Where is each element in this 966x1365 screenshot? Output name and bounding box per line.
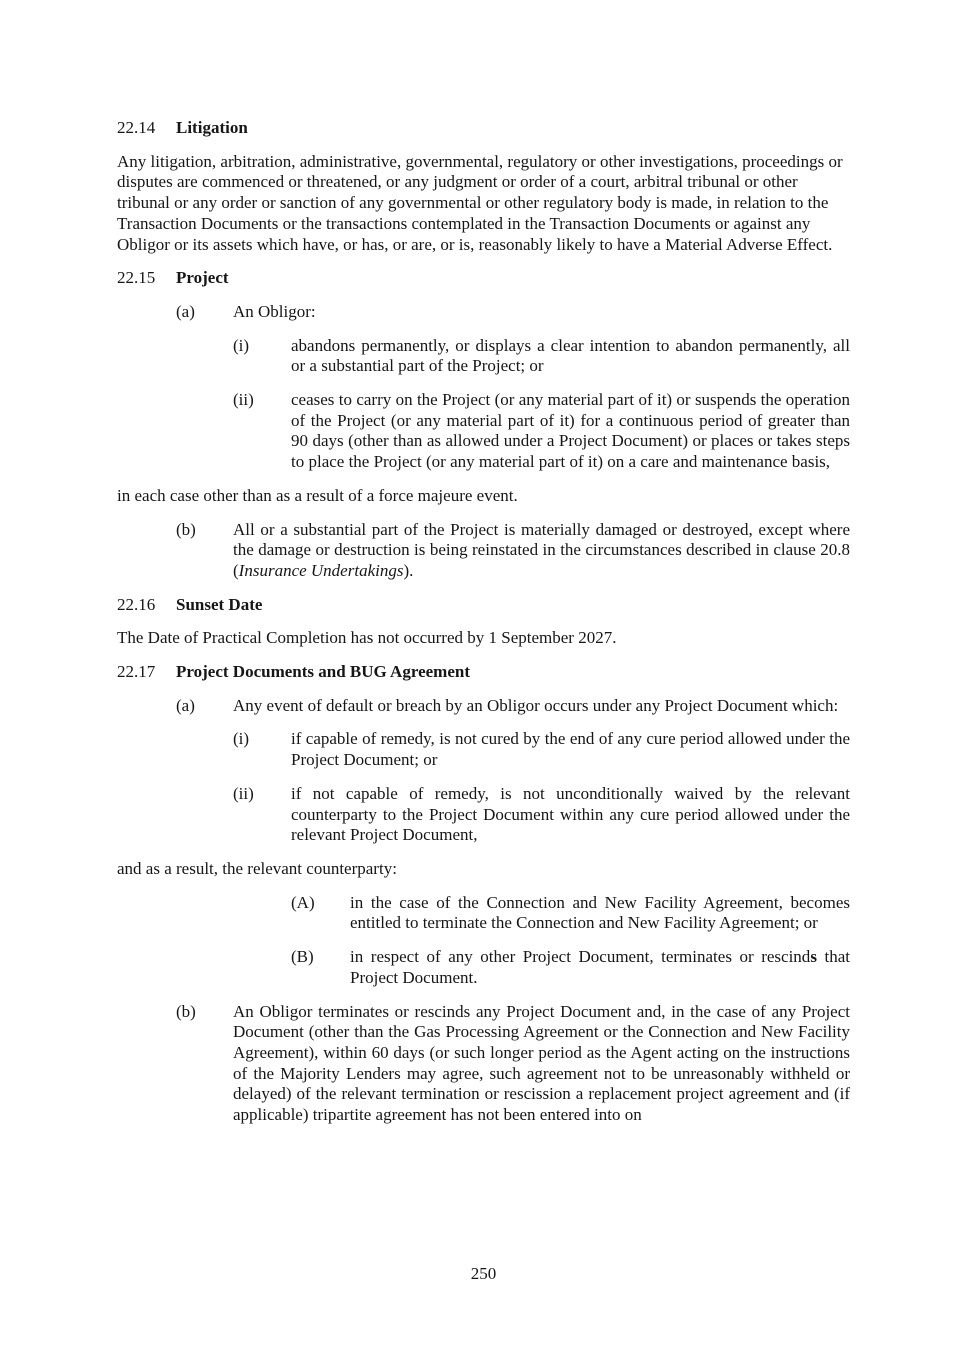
list-marker: (i) [233,729,250,749]
list-marker: (a) [176,301,195,321]
clause-text: An Obligor terminates or rescinds any Project Document and, in the case of any Project Document (other than the Gas Processing Agreement or the Connection and New Facility Agreement), within 60 days (or such longer period as the Agent acting on the instructions of the Majority Lenders may agree, such agreement not to be unreasonably withheld or delayed) of the relevant termination or rescission a replacement project agreement and (if applicable) tripartite agreement has not been entered into on [233,1001,850,1125]
clause-text [233,520,850,582]
clause-text-pre: All or a substantial part of the Project is materially damaged or destroyed, except where the damage or destruction is being reinstated in the circumstances described in clause 20.8 ( [233,519,850,580]
section-number: 22.15 [117,268,156,288]
section-title: Project [176,268,229,288]
section-title: Sunset Date [176,594,263,614]
clause-paragraph: Any litigation, arbitration, administrative, governmental, regulatory or other investigations, proceedings or disputes are commenced or threatened, or any judgment or order of a court, arbitral tribunal or other tribunal or any order or sanction of any governmental or other regulatory body is made, in relation to the Transaction Documents or the transactions contemplated in the Transaction Documents or against any Obligor or its assets which have, or has, or are, or is, reasonably likely to have a Material Adverse Effect. [117,151,843,254]
list-marker: (i) [233,335,250,355]
list-item-a [176,302,850,323]
clause-text-post: that Project Document. [350,947,850,987]
clause-text-italic: Insurance Undertakings [238,560,404,580]
section-heading [117,595,850,616]
clause-text-post: ). [403,560,414,580]
list-marker: (b) [176,1001,196,1021]
section-title: Project Documents and BUG Agreement [176,662,470,682]
list-marker: (ii) [233,783,254,803]
list-marker: (A) [291,892,315,912]
clause-text: ceases to carry on the Project (or any material part of it) or suspends the operation of the Project (or any material part of it) for a continuous period of greater than 90 days (other than as allowed under a Project Document) or places or takes steps to place the Project (or any material part of it) on a care and maintenance basis, [291,390,850,472]
list-marker: (b) [176,519,196,539]
clause-text: in the case of the Connection and New Facility Agreement, becomes entitled to terminate the Connection and New Facility Agreement; or [350,892,850,933]
list-marker: (ii) [233,390,254,410]
list-marker: (a) [176,695,195,715]
section-litigation [117,118,850,255]
list-item-b [176,1002,850,1126]
list-item-B [291,947,850,988]
section-number: 22.17 [117,662,156,682]
section-heading [117,268,850,289]
list-item-b [176,520,850,582]
list-item-i [233,729,850,770]
section-project-documents [117,662,850,1126]
clause-paragraph: The Date of Practical Completion has not occurred by 1 September 2027. [117,628,617,648]
page-footer [117,1264,850,1285]
clause-text-pre: in respect of any other Project Document, terminates or rescind [350,947,811,967]
list-item-ii [233,784,850,846]
section-project [117,268,850,581]
clause-text: An Obligor: [233,301,316,321]
clause-continuation: in each case other than as a result of a force majeure event. [117,485,518,505]
clause-text [350,947,850,988]
list-marker: (B) [291,947,314,967]
clause-text: if capable of remedy, is not cured by the end of any cure period allowed under the Project Document; or [291,729,850,770]
section-sunset-date [117,595,850,649]
section-number: 22.14 [117,118,156,137]
list-item-A [291,893,850,934]
clause-content [117,118,850,1139]
section-heading [117,662,850,683]
clause-text: Any event of default or breach by an Obligor occurs under any Project Document which: [233,695,839,715]
list-item-i [233,336,850,377]
page-number: 250 [470,1264,497,1283]
clause-text: if not capable of remedy, is not unconditionally waived by the relevant counterparty to the Project Document within any cure period allowed under the relevant Project Document, [291,783,850,845]
clause-text: abandons permanently, or displays a clear intention to abandon permanently, all or a substantial part of the Project; or [291,335,850,376]
clause-continuation: and as a result, the relevant counterparty: [117,858,397,878]
section-heading [117,118,850,139]
list-item-ii [233,390,850,473]
clause-text-bold: s [810,947,817,967]
section-number: 22.16 [117,594,156,614]
list-item-a [176,696,850,717]
section-title: Litigation [176,118,248,137]
